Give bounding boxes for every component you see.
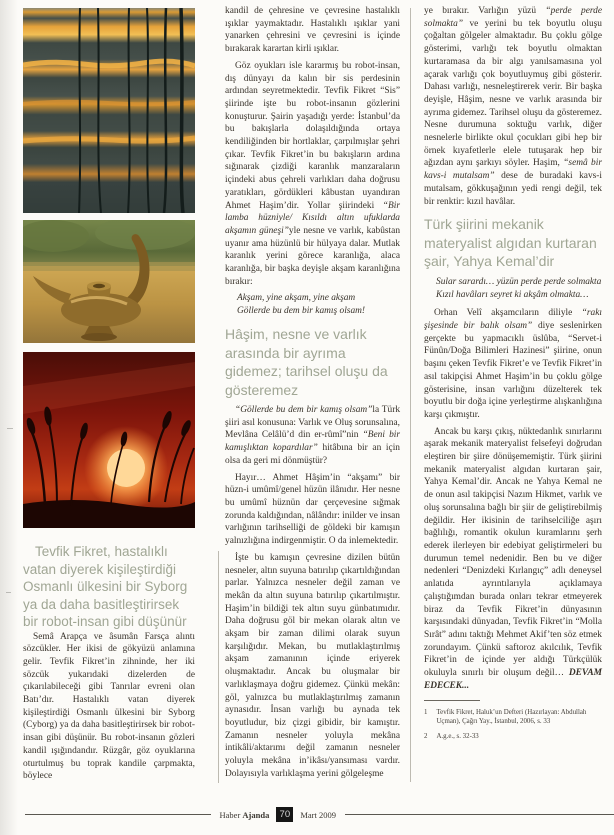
text-run: la Türk şiiri asıl konusuna: Varlık ve Oluş sorunsalına, Mevlâna Celâlü’d din er-rûmî”nin bbox=[225, 405, 401, 441]
scan-artifact bbox=[6, 592, 11, 593]
footnote-number: 2 bbox=[424, 733, 428, 741]
left-column bbox=[23, 8, 195, 787]
magazine-name-regular: Haber bbox=[219, 809, 241, 820]
text-run: Göz oyukları isle kararmış bu robot-insan, dış dünyayı da kalın bir sis perdesinin ardından seyretmektedir. Tevfik Fikret “Sis” şiirinde işte bu robot-insanın gözlerini konuşturur. Şairin yaşadığı yerde: İstanbul’da bu bakışlarla dolaşıldığında ortaya kendiliğinden bir hortlaklar, çarpılmışlar şehri çıkar. Tevfik Fikret’in bu bakışların ardına sığınarak çizdiği karanlık manzaraların içindeki abus çehreli varlıkları daha doğrusu yaratıkları, gördükleri kâbustan uyandıran Ahmet Haşim’dir. Yollar şiirindeki bbox=[225, 60, 400, 211]
footnote bbox=[424, 708, 602, 726]
text-run: Orhan Velî akşamcıların diliyle bbox=[434, 308, 582, 319]
paragraph bbox=[225, 5, 400, 56]
text-run: Semâ Arapça ve âsumân Farsça alıntı sözcükler. Her ikisi de gökyüzü anlamına gelir. Tevfik Fikret’in zihninde, her iki sözcük yukarıdaki dizelerden de çıkarılabileceği gibi Tanrılar evreni olan Batı’dır. Hastalıklı vatan diyerek kişileştirdiği Osmanlı ülkesini bir Syborg (Cyborg) ya da daha basitleştirirsek bir robot-insan gibi düşünür. Bu robot-insanın gözleri kandil ışığındandır. Rüzgâr, göz oyuklarına oturtulmuş bu toprak kandile çarpmakta, böylece bbox=[23, 631, 195, 782]
photo-oil-lamp-field bbox=[23, 220, 195, 343]
column-divider-right bbox=[410, 8, 411, 782]
footer-rule-left bbox=[25, 814, 211, 815]
issue-date: Mart 2009 bbox=[300, 809, 336, 820]
text-run: “Bir lamba hüzniyle/ Kısıldı altın ufuklarda akşamın güneşi” bbox=[225, 200, 400, 236]
footnote-text: A.g.e., s. 32-33 bbox=[436, 733, 479, 741]
photo-red-sunset-reeds bbox=[23, 352, 195, 528]
text-run: kandil de çehresine ve çevresine hastalıklı ışıklar yaymaktadır. Hastalıklı ışıklar yani yanarken çehresini ve çevresini is içinde bırakarak karartan kirli ışıklar. bbox=[225, 6, 400, 55]
footnote bbox=[424, 732, 602, 741]
text-run: ve yerini bu tek boyutlu oluşu çoğaltan gölgeler almaktadır. Bu çoklu gölge gösterimi, varlığı tek boyutlu olmaktan kurtaramasa da bir algı yanılsamasına yol açarak varlığı çok boyutluymuş gibi gösterir. Dahası varlığı, nesneleştirerek verir. Bir başka deyişle, Hâşim, nesne ve varlık arasında bir ayrıma gidemez. Tarihsel oluşu da gösteremez. Nesne durumuna soktuğu varlık, diğer nesnelerle birlikte okul çocukları gibi hep bir örnek kıyafetlerle elele tutuşarak hep bir ağızdan aynı şarkıyı söyler. Haşim, bbox=[424, 18, 602, 169]
poem-quote bbox=[225, 292, 400, 318]
poem-quote bbox=[424, 276, 602, 302]
photo-sunset-water-image bbox=[23, 8, 195, 213]
text-run: DEVAM EDECEK... bbox=[424, 668, 602, 691]
footer-rule-right bbox=[345, 814, 614, 815]
text-run: “semâ bir kavs-i mutalsam” bbox=[424, 158, 602, 182]
page-number: 70 bbox=[276, 807, 293, 822]
footer-center-group bbox=[211, 807, 345, 822]
scan-artifact bbox=[7, 428, 13, 429]
paragraph bbox=[23, 631, 195, 783]
photo-oil-lamp-image bbox=[23, 220, 195, 343]
pull-quote: Tevfik Fikret, hastalıklı vatan diyerek kişileştirdiği Osmanlı ülkesini bir Syborg ya da daha basitleştirirsek bir robot-insan gibi düşünür bbox=[23, 544, 188, 629]
poem-line: Akşam, yine akşam, yine akşam bbox=[237, 293, 356, 304]
text-run: dese de buradaki kavs-i mutalsam, gökkuşağının yedi rengi değil, tek bir renktir: kızıl havâlar. bbox=[424, 171, 603, 207]
text-run: “rakı şişesinde bir balık olsam” bbox=[424, 308, 602, 332]
paragraph bbox=[225, 60, 400, 289]
magazine-name bbox=[220, 810, 270, 820]
paragraph bbox=[225, 404, 400, 468]
footnote-text: Tevfik Fikret, Haluk’un Defteri (Hazırlayan: Abdullah Uçman), Çağrı Yay., İstanbul, 2006, s. 33 bbox=[436, 709, 587, 726]
paragraph bbox=[424, 307, 602, 421]
poem-line: Sular sarardı… yüzün perde perde solmakta bbox=[436, 276, 602, 287]
footnote-number: 1 bbox=[424, 709, 428, 717]
text-run: “Beni bir kamışlıktan kopardılar” bbox=[225, 430, 401, 454]
text-run: ye bırakır. Varlığın yüzü bbox=[424, 6, 546, 16]
text-run: İşte bu kamışın çevresine dizilen bütün nesneler, altın suyuna batırılıp çıkartıldığından parlar. Yalnızca nesneler değil zaman ve mekân da altın suyuna batırılıp çıkartılmıştır. Haşim’in bildiği tek altın suyu günbatımıdır. Daha doğrusu göl bir mekan olarak altın ve akşam bir zaman dilimi olarak suyun karşılığıdır. Mekan, bu mutlaklaştırılmış akşam zamanının içinde eriyerek oluşmaktadır. Ancak bu oluşmalar bir varlıklaşmaya doğru gidemez. Çünkü mekân: göl, yalnızca bu mutlaklaştırılmış zamanın aynasıdır. İnsan varlığı bu aynada tek boyutludur, biz çizgi gibidir, bir kamıştır. Zamanın nesneler yoluyla mekâna intikâli/aktarımı değil zamanın nesneler yoluyla mekâna in’ikâsı/yansıması vardır. Dolayısıyla varlıklaşma yerini gölgeleşme bbox=[225, 552, 400, 779]
page-edge-shadow bbox=[0, 0, 18, 835]
paragraph bbox=[424, 426, 602, 693]
magazine-name-bold: Ajanda bbox=[242, 809, 270, 820]
column-divider-left bbox=[218, 551, 219, 783]
poem-line: Kızıl havâları seyret ki akşâm olmakta… bbox=[436, 289, 589, 300]
page-footer bbox=[0, 807, 614, 822]
paragraph bbox=[225, 472, 400, 548]
photo-sunset-water-reeds bbox=[23, 8, 195, 213]
text-run: Ancak bu karşı çıkış, nüktedanlık sınırlarını aşarak mekanik materyalist felsefeyi doğrudan eleştiren bir şiire dönüşememiştir. Türk şiirini mekanik materyalist algıdan kurtaran şair, Yahya Kemal’dir. Ancak ne Yahya Kemal ne de onun asıl takipçisi Nazım Hikmet, varlık ve oluş sorunsalına bağlı bir şiir de geliştirebilmiş değildir. Her ikisinin de tarihselciliğe aşırı bağlılığı, romantik okulun kuramlarını şerh ederek ilerleyen bir edebiyat geliştirmeleri bu durumun temel nedenidir. Ben bu ve diğer nedenleri “Denizdeki Kırlangıç” adlı deneysel anlatıda ayrıntılarıyla açıklamaya çalıştığımdan burada onları tekrar etmeyerek biraz da Tevfik Fikret’in dünyasının karşısındaki dünyadan, Tevfik Fikret’in “Molla Sırât” adını taktığı Mehmet Akif’ten söz etmek zorundayım. Çünkü saftoroz akılcılık, Tevfik Fikret’in de içinde yer aldığı Türkçülük okuluyla sınırlı bir oluşum değil… bbox=[424, 426, 602, 679]
text-run: hitâbına bir an için olsa da geri mi dönmüştür? bbox=[225, 443, 400, 466]
text-run: “perde perde solmakta” bbox=[424, 6, 603, 29]
section-heading: Hâşim, nesne ve varlık arasında bir ayrıma gidemez; tarihsel oluşu da gösteremez bbox=[225, 326, 388, 398]
poem-line: Göllerde bu dem bir kamış olsam! bbox=[237, 306, 366, 317]
text-run: diye seslenirken gerçekte bu yapmacıklı üslûba, “Servet-i Fünûn/Doğa Bilimleri Hazinesi” şiirine, onun başını çeken Tevfik Fikret’e ve Tevfik Fikret’in asıl takipçisi Ahmet Haşim’in bu çoklu gölge gösterisine, insan varlığını düzelterek tek boyutlu bir doğa içine yerleştirme alışkanlığına karşı çıkmıştır. bbox=[424, 321, 602, 420]
footnote-divider bbox=[424, 700, 480, 701]
footnotes bbox=[424, 700, 602, 741]
text-run: Hayır… Ahmet Hâşim’in “akşamı” bir hüzn-i umûmî/genel hüzün ilânıdır. Her nesne bu umûmî hüznün dar çerçevesine sığmak zorunda kaldığından, nâlândır: inilder ve insan varlığının tarihselliği de göldeki bir kamışın yalnızlığına indirgenmiştir. O da inlemektedir. bbox=[225, 472, 400, 547]
paragraph bbox=[424, 5, 602, 208]
left-column-text bbox=[23, 631, 195, 783]
right-column bbox=[424, 5, 602, 747]
middle-column bbox=[225, 5, 400, 784]
photo-red-sunset-image bbox=[23, 352, 195, 528]
paragraph bbox=[225, 552, 400, 781]
text-run: yle nesne ve varlık, kabûstan uyanır ama hüzünlü bir hülyaya dalar. Mutlak karanlık yerini görece karanlığa, alaca karanlığa, bir başka deyişle akşam karanlığına bırakır: bbox=[225, 225, 401, 287]
text-run: “Göllerde bu dem bir kamış olsam” bbox=[235, 405, 373, 416]
section-heading: Türk şiirini mekanik materyalist algıdan kurtaran şair, Yahya Kemal’dir bbox=[424, 216, 597, 270]
